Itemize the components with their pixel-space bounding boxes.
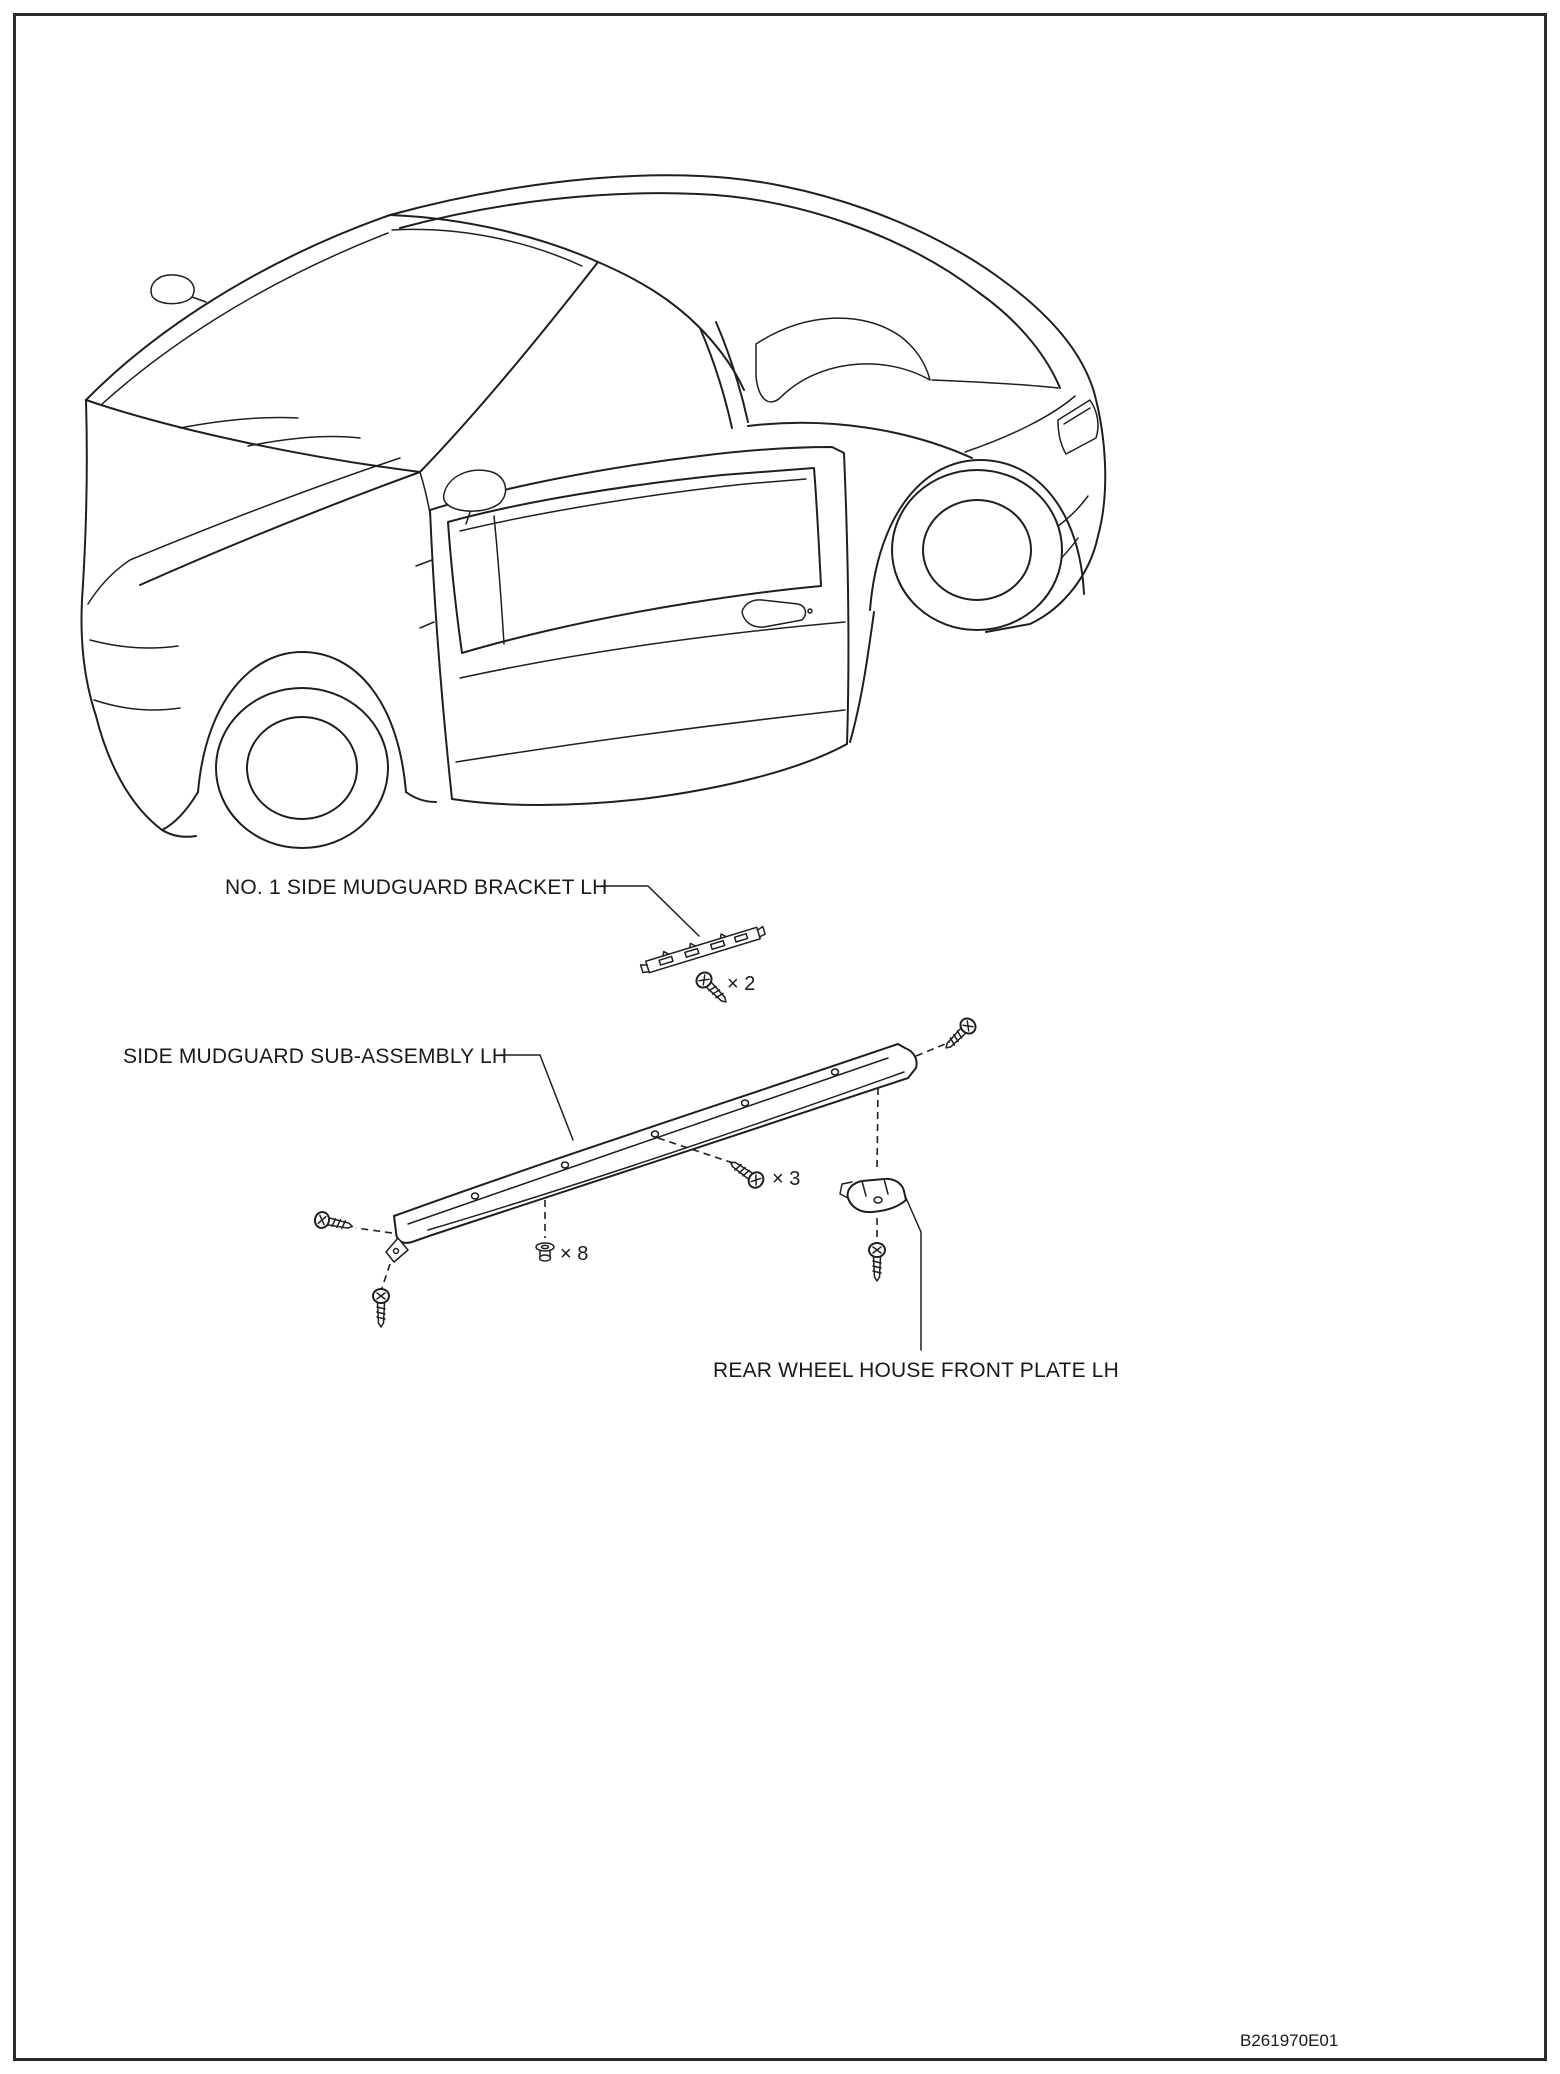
label-no1-side-mudguard-bracket-lh: NO. 1 SIDE MUDGUARD BRACKET LH [225, 876, 608, 899]
leader-line-bracket [601, 886, 699, 936]
screw-icon [940, 1015, 978, 1053]
count-mudguard-screws: × 3 [772, 1168, 801, 1190]
label-rear-wheel-house-front-plate-lh: REAR WHEEL HOUSE FRONT PLATE LH [713, 1359, 1120, 1382]
open-door [416, 447, 848, 805]
label-side-mudguard-sub-assembly-lh: SIDE MUDGUARD SUB-ASSEMBLY LH [123, 1045, 508, 1068]
screw-icon [693, 969, 731, 1007]
screw-icon [869, 1243, 885, 1281]
screw-icon [313, 1211, 353, 1235]
figure-code: B261970E01 [1240, 2031, 1339, 2050]
leader-line-wheelhouse-plate [906, 1198, 921, 1350]
screw-icon [373, 1289, 389, 1327]
count-bracket-screws: × 2 [727, 973, 756, 995]
count-mudguard-clips: × 8 [560, 1243, 589, 1265]
door-mirror [444, 470, 506, 511]
screw-icon [726, 1156, 766, 1191]
clip-icon [536, 1243, 554, 1261]
wheelhouse-plate-part [840, 1179, 906, 1212]
mudguard-part [386, 1044, 917, 1262]
leader-line-mudguard [500, 1055, 573, 1140]
bracket-part [639, 922, 766, 975]
